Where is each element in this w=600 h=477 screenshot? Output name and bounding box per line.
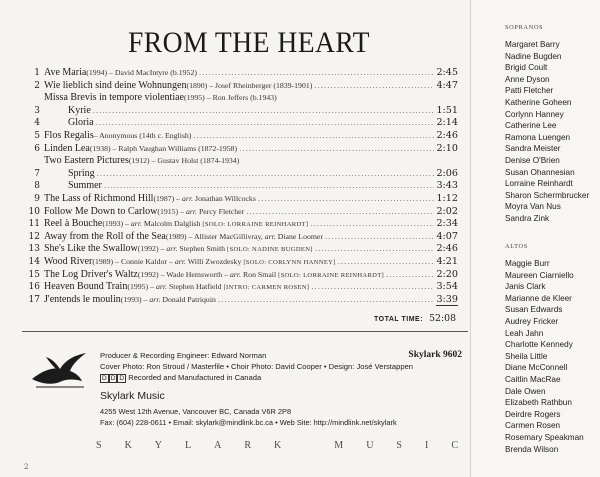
track-body [44, 206, 458, 219]
track-duration: 2:06 [436, 167, 458, 179]
track-title: Two Eastern Pictures [44, 155, 129, 167]
dot-leader [258, 193, 434, 206]
track-title: Kyrie [68, 104, 91, 116]
total-time-label: TOTAL TIME: [374, 316, 424, 323]
track-row [26, 92, 458, 105]
ddd-code-3: D [119, 375, 125, 382]
label-contact [100, 407, 397, 428]
altos-heading: ALTOS [505, 243, 528, 250]
recorded-in-canada: Recorded and Manufactured in Canada [126, 373, 262, 382]
composer-credit: (1995) – [127, 282, 156, 292]
track-duration: 2:46 [436, 243, 458, 255]
cover-credit: Cover Photo: Ron Stroud / Masterfile • Choir Photo: David Cooper • Design: José Verstappen [100, 362, 414, 371]
track-title: Reel à Bouche [44, 218, 103, 230]
sopranos-member: Lorraine Reinhardt [505, 179, 573, 189]
track-title: Flos Regalis [44, 129, 94, 141]
composer-credit: arr. [182, 193, 194, 203]
track-duration: 2:10 [436, 142, 458, 154]
track-duration: 1:51 [436, 104, 458, 116]
track-row [26, 256, 458, 269]
altos-member: Diane McConnell [505, 363, 568, 373]
track-credits [86, 67, 197, 80]
track-title: The Log Driver's Waltz [44, 268, 138, 280]
sopranos-member: Corlynn Hanney [505, 109, 564, 119]
altos-member: Elizabeth Rathbun [505, 398, 572, 408]
soloist-note: [SOLO: CORLYNN HANNEY] [243, 258, 336, 266]
composer-credit: Malcolm Dalglish [141, 219, 203, 229]
dot-leader [338, 256, 434, 270]
composer-credit: (1995) – Ron Jeffers (b.1943) [183, 93, 277, 103]
track-row [26, 155, 458, 168]
sopranos-member: Catherine Lee [505, 121, 557, 131]
track-number: 12 [28, 231, 40, 242]
altos-member: Janis Clark [505, 282, 546, 292]
dot-leader [314, 80, 434, 93]
track-title: Wie lieblich sind deine Wohnungen [44, 79, 187, 91]
wordmark-letter: Y [154, 440, 163, 451]
track-duration: 4:21 [436, 255, 458, 267]
composer-credit: Ron Smail [241, 269, 279, 279]
dot-leader [97, 168, 434, 181]
track-credits [127, 281, 309, 295]
total-time [374, 313, 456, 324]
altos-member: Brenda Wilson [505, 444, 559, 454]
track-number: 9 [34, 193, 40, 204]
track-credits [157, 206, 244, 219]
label-name: Skylark Music [100, 390, 165, 402]
track-row [26, 143, 458, 156]
composer-credit: (1992) – Wade Hemsworth – [137, 269, 230, 279]
dot-leader [241, 155, 434, 168]
track-title: Ave Maria [44, 67, 87, 78]
composer-credit: Jonathan Willcocks [193, 193, 256, 203]
wordmark-letter: U [366, 440, 374, 451]
track-duration [436, 155, 458, 168]
composer-credit: Diane Loomer [275, 231, 323, 241]
track-body [44, 155, 458, 168]
label-fax-email-web: Fax: (604) 228-0611 • Email: skylark@mindlink.bc.ca • Web Site: http://mindlink.net/skylark [100, 417, 397, 427]
track-duration: 4:07 [436, 230, 458, 242]
altos-member: Maggie Burr [505, 259, 550, 268]
composer-credit: arr. [149, 294, 161, 304]
track-row [26, 168, 458, 181]
composer-credit: (1994) – David MacIntyre (b.1952) [86, 68, 197, 77]
track-row [26, 117, 458, 130]
sopranos-member: Anne Dyson [505, 74, 550, 84]
track-number: 16 [28, 282, 40, 293]
composer-credit: (1992) – [137, 244, 167, 254]
track-row [26, 80, 458, 93]
sopranos-member: Brigid Coult [505, 63, 548, 73]
altos-member: Sheila Little [505, 351, 548, 361]
composer-credit: arr. [264, 231, 276, 241]
track-title: Spring [68, 167, 95, 179]
track-body [68, 180, 458, 193]
ddd-code-1: D [102, 375, 107, 382]
composer-credit: (1993) – [102, 219, 131, 229]
track-number: 3 [34, 105, 40, 116]
track-credits [184, 92, 277, 105]
track-title: Wood River [44, 255, 93, 267]
dot-leader [246, 206, 434, 219]
soloist-note: [SOLO: LORRAINE REINHARDT] [278, 271, 385, 279]
soloist-note: [SOLO: LORRAINE REINHARDT] [202, 221, 309, 229]
track-title: She's Like the Swallow [44, 243, 138, 255]
track-body [44, 218, 458, 232]
wordmark-letter: K [124, 440, 132, 451]
track-duration: 2:14 [436, 117, 458, 129]
track-body [44, 243, 458, 257]
track-credits [102, 218, 308, 232]
track-body [44, 294, 458, 307]
altos-member: Maureen Ciarniello [505, 270, 574, 280]
track-title: Heaven Bound Train [44, 281, 128, 293]
track-title: Follow Me Down to Carlow [44, 205, 158, 217]
track-credits [90, 143, 237, 156]
track-body [44, 92, 458, 105]
track-body [44, 130, 458, 143]
track-row [26, 231, 458, 244]
track-duration: 3:54 [436, 281, 458, 293]
dot-leader [239, 143, 434, 156]
track-number: 11 [28, 219, 40, 230]
dot-leader [310, 218, 434, 232]
sopranos-member: Sandra Zink [505, 213, 550, 223]
track-body [44, 269, 458, 283]
track-credits [166, 231, 323, 244]
track-row [26, 281, 458, 294]
altos-member: Audrey Fricker [505, 316, 559, 326]
track-duration: 1:12 [436, 192, 458, 204]
dot-leader [315, 243, 434, 257]
track-duration: 2:02 [436, 205, 458, 217]
altos-member: Leah Jahn [505, 328, 544, 338]
track-duration: 3:39 [436, 293, 458, 305]
track-number: 4 [34, 118, 40, 129]
composer-credit: – Anonymous (14th c. English) [93, 130, 192, 140]
track-row [26, 206, 458, 219]
composer-credit: arr. [185, 206, 197, 216]
sopranos-member: Sandra Meister [505, 144, 561, 154]
composer-credit: (1989) – Connie Kaldor – [92, 256, 175, 266]
soloist-note: [SOLO: NADINE BUGDEN] [227, 246, 313, 254]
production-credits [100, 350, 462, 383]
track-row [26, 67, 458, 80]
composer-credit: (1987) – [153, 193, 183, 203]
composer-credit: Donald Patriquin [160, 294, 216, 304]
total-time-value: 52:08 [429, 313, 457, 324]
producer-line [100, 350, 462, 361]
track-number: 7 [34, 168, 40, 179]
wordmark-letter: S [396, 440, 402, 451]
wordmark-letter: S [96, 440, 102, 451]
wordmark-letter: K [274, 440, 282, 451]
composer-credit: (1989) – Allister MacGillivray, [165, 231, 265, 241]
altos-member: Carmen Rosen [505, 421, 561, 431]
track-duration: 2:45 [436, 67, 458, 78]
track-credits [121, 294, 216, 307]
divider [22, 331, 468, 332]
altos-member: Rosemary Speakman [505, 432, 584, 442]
recording-line [100, 372, 462, 383]
dot-leader [96, 117, 434, 130]
dot-leader [218, 294, 434, 307]
track-number: 13 [28, 244, 40, 255]
altos-member: Marianne de Kleer [505, 293, 572, 303]
composer-credit: (1890) – Josef Rheinberger (1839-1901) [186, 80, 313, 90]
composer-credit: Stephen Hatfield [167, 282, 224, 292]
composer-credit: arr. [155, 282, 167, 292]
sopranos-member: Patti Fletcher [505, 86, 554, 96]
dot-leader [193, 130, 434, 143]
track-credits [138, 269, 384, 283]
track-body [44, 67, 458, 80]
label-address: 4255 West 12th Avenue, Vancouver BC, Canada V6R 2P8 [100, 407, 292, 416]
track-title: J'entends le moulin [44, 293, 121, 305]
altos-member: Susan Edwards [505, 305, 563, 315]
track-duration: 2:34 [436, 218, 458, 230]
track-number: 5 [34, 130, 40, 141]
soloist-note: [INTRO: CARMEN ROSEN] [223, 284, 310, 292]
altos-list [505, 258, 584, 455]
track-duration: 3:43 [436, 180, 458, 192]
track-title: Gloria [68, 117, 94, 129]
track-body [44, 193, 458, 206]
page-number: 2 [24, 463, 29, 471]
composer-credit: (1993) – [120, 294, 150, 304]
track-list [26, 67, 458, 306]
track-credits [92, 256, 335, 270]
altos-member: Caitlin MacRae [505, 374, 561, 384]
track-duration: 2:20 [436, 268, 458, 280]
track-number: 6 [34, 143, 40, 154]
composer-credit: Percy Fletcher [197, 206, 245, 216]
track-body [68, 117, 458, 130]
composer-credit: (1938) – Ralph Vaughan Williams (1872-1958) [89, 143, 238, 153]
track-number: 15 [28, 269, 40, 280]
track-title: Linden Lea [44, 142, 90, 154]
sopranos-member: Katherine Goheen [505, 97, 572, 107]
skylark-music-wordmark [96, 440, 458, 451]
track-duration: 4:47 [436, 79, 458, 91]
dot-leader [279, 92, 434, 105]
composer-credit: (1915) – [157, 206, 186, 216]
composer-credit: arr. [166, 244, 178, 254]
track-row [26, 180, 458, 193]
track-title: Away from the Roll of the Sea [44, 230, 166, 242]
track-number: 8 [34, 181, 40, 192]
track-row [26, 243, 458, 256]
dot-leader [386, 269, 434, 283]
track-credits [153, 193, 255, 206]
track-row [26, 294, 458, 307]
wordmark-letter: M [334, 440, 344, 451]
track-row [26, 105, 458, 118]
wordmark-letter: C [451, 440, 458, 451]
sopranos-member: Susan Ohannesian [505, 167, 575, 177]
track-body [44, 256, 458, 270]
sopranos-member: Moyra Van Nus [505, 202, 561, 212]
dot-leader [311, 281, 434, 295]
track-body [44, 143, 458, 156]
composer-credit: (1912) – Gustav Holst (1874-1934) [128, 156, 240, 166]
skylark-bird-logo-icon [30, 349, 88, 395]
dot-leader [199, 67, 434, 80]
sopranos-list [505, 39, 589, 225]
sopranos-member: Margaret Barry [505, 40, 560, 49]
dot-leader [93, 105, 434, 118]
altos-member: Deirdre Rogers [505, 409, 561, 419]
track-number: 14 [28, 256, 40, 267]
catalog-number: Skylark 9602 [408, 350, 462, 360]
altos-member: Charlotte Kennedy [505, 340, 573, 350]
sopranos-heading: SOPRANOS [505, 24, 544, 31]
track-body [44, 80, 458, 93]
track-row [26, 130, 458, 143]
ddd-code-2: D [110, 375, 116, 382]
composer-credit: arr. [130, 219, 142, 229]
producer-credit: Producer & Recording Engineer: Edward Norman [100, 351, 267, 360]
track-body [44, 231, 458, 244]
track-number: 17 [28, 294, 40, 305]
track-number: 2 [34, 80, 40, 91]
sopranos-member: Nadine Bugden [505, 51, 562, 61]
sopranos-member: Denise O'Brien [505, 155, 560, 165]
track-number: 10 [28, 206, 40, 217]
track-row [26, 193, 458, 206]
sopranos-member: Ramona Luengen [505, 132, 571, 142]
track-row [26, 269, 458, 282]
track-credits [138, 243, 313, 257]
track-credits [186, 80, 312, 93]
wordmark-letter: A [214, 440, 222, 451]
album-title: FROM THE HEART [128, 26, 370, 59]
track-credits [129, 155, 239, 168]
track-title: Summer [68, 180, 102, 192]
track-body [68, 105, 458, 118]
sopranos-member: Sharon Schermbrucker [505, 190, 590, 200]
composer-credit: arr. [174, 256, 186, 266]
wordmark-letter: L [185, 440, 192, 451]
dot-leader [104, 180, 434, 193]
track-title: The Lass of Richmond Hill [44, 192, 154, 204]
track-duration [436, 92, 458, 105]
altos-member: Dale Owen [505, 386, 546, 396]
track-body [44, 281, 458, 295]
track-row [26, 218, 458, 231]
composer-credit: Willi Zwozdesky [185, 256, 244, 266]
track-duration: 2:46 [436, 129, 458, 141]
track-credits [94, 130, 192, 143]
wordmark-letter: R [244, 440, 252, 451]
track-number: 1 [34, 68, 40, 78]
composer-credit: arr. [229, 269, 242, 279]
dot-leader [325, 231, 434, 244]
track-title: Missa Brevis in tempore violentiae [44, 92, 184, 104]
composer-credit: Stephen Smith [177, 244, 228, 254]
wordmark-letter: I [424, 440, 429, 451]
track-body [68, 168, 458, 181]
